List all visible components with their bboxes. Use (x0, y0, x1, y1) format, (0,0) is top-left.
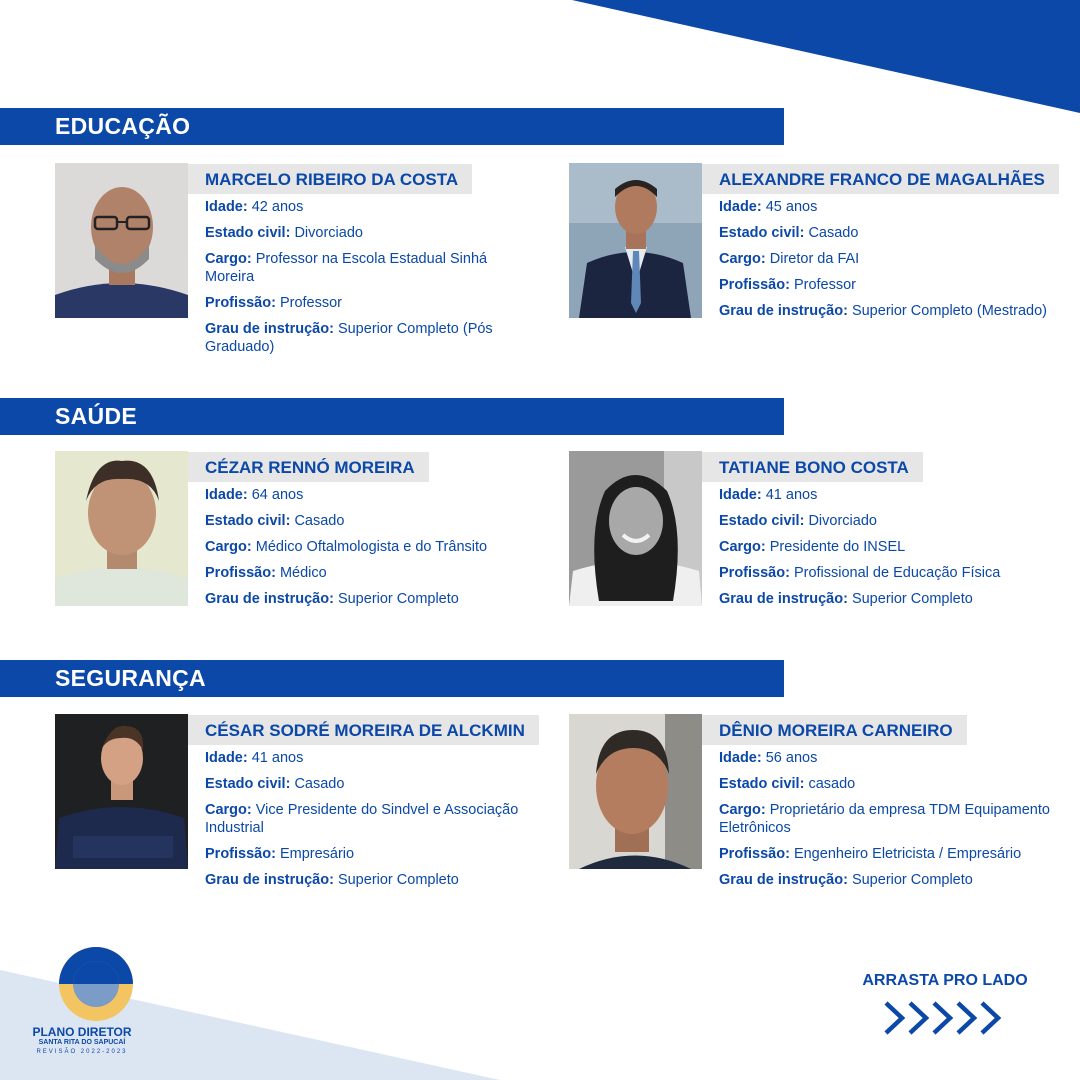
field-label: Grau de instrução: (205, 872, 334, 888)
person-info-denio (719, 749, 1059, 897)
field-label: Estado civil: (719, 513, 805, 529)
field-label: Estado civil: (205, 513, 291, 529)
photo-marcelo (55, 163, 188, 318)
field-label: Estado civil: (719, 225, 805, 241)
field-label: Profissão: (205, 295, 276, 311)
field-value: Professor na Escola Estadual Sinhá Moreira (205, 251, 488, 285)
field-value: Casado (290, 776, 345, 792)
field-value: Divorciado (804, 513, 877, 529)
person-info-cezar (205, 486, 545, 616)
section-header-educacao (0, 108, 784, 145)
field-label: Profissão: (719, 846, 790, 862)
field-label: Idade: (205, 487, 248, 503)
logo-subtitle: SANTA RITA DO SAPUCAÍ (38, 1039, 126, 1046)
field-value: 64 anos (247, 487, 304, 503)
person-name: DÊNIO MOREIRA CARNEIRO (702, 715, 967, 745)
photo-cezar (55, 451, 188, 606)
person-info-alexandre (719, 198, 1054, 328)
field-value: Engenheiro Eletricista / Empresário (789, 846, 1022, 862)
section-header-saude (0, 398, 784, 435)
field-label: Cargo: (205, 802, 252, 818)
field-label: Idade: (205, 199, 248, 215)
photo-cesar (55, 714, 188, 869)
field-value: 42 anos (247, 199, 304, 215)
section-title: SAÚDE (55, 403, 138, 429)
field-label: Grau de instrução: (205, 591, 334, 607)
field-label: Grau de instrução: (205, 321, 334, 337)
field-value: Superior Completo (Mestrado) (847, 303, 1047, 319)
person-name: TATIANE BONO COSTA (702, 452, 923, 482)
person-name: ALEXANDRE FRANCO DE MAGALHÃES (702, 164, 1059, 194)
field-value: Professor (275, 295, 343, 311)
field-value: Empresário (275, 846, 355, 862)
field-value: Médico Oftalmologista e do Trânsito (251, 539, 488, 555)
field-value: Superior Completo (333, 591, 459, 607)
logo-revision: REVISÃO 2022-2023 (36, 1049, 128, 1055)
field-label: Cargo: (719, 539, 766, 555)
field-label: Cargo: (719, 802, 766, 818)
photo-tatiane (569, 451, 702, 606)
chevrons-right-icon (880, 999, 1010, 1037)
field-value: Superior Completo (847, 872, 973, 888)
field-label: Grau de instrução: (719, 591, 848, 607)
field-label: Estado civil: (719, 776, 805, 792)
field-value: Diretor da FAI (765, 251, 860, 267)
field-label: Cargo: (205, 251, 252, 267)
photo-alexandre (569, 163, 702, 318)
field-label: Idade: (205, 750, 248, 766)
person-info-cesar (205, 749, 550, 897)
logo-title: PLANO DIRETOR (32, 1025, 132, 1039)
photo-denio (569, 714, 702, 869)
section-title: SEGURANÇA (55, 665, 206, 691)
field-value: 45 anos (761, 199, 818, 215)
field-value: Professor (789, 277, 857, 293)
plano-diretor-logo-icon (44, 946, 148, 1022)
section-title: EDUCAÇÃO (55, 113, 191, 139)
field-value: 41 anos (247, 750, 304, 766)
person-name: MARCELO RIBEIRO DA COSTA (188, 164, 472, 194)
field-value: Médico (275, 565, 327, 581)
person-info-marcelo (205, 198, 530, 364)
field-value: Superior Completo (847, 591, 973, 607)
field-label: Profissão: (205, 846, 276, 862)
field-label: Grau de instrução: (719, 303, 848, 319)
field-value: Profissional de Educação Física (789, 565, 1001, 581)
field-label: Grau de instrução: (719, 872, 848, 888)
swipe-label: ARRASTA PRO LADO (862, 972, 1028, 989)
field-label: Estado civil: (205, 225, 291, 241)
field-value: Casado (804, 225, 859, 241)
field-value: Divorciado (290, 225, 363, 241)
field-value: Superior Completo (333, 872, 459, 888)
field-value: Proprietário da empresa TDM Equipamento Eletrônicos (719, 802, 1050, 836)
field-label: Cargo: (719, 251, 766, 267)
section-header-seguranca (0, 660, 784, 697)
field-value: Presidente do INSEL (765, 539, 906, 555)
field-label: Idade: (719, 199, 762, 215)
field-value: Casado (290, 513, 345, 529)
field-label: Estado civil: (205, 776, 291, 792)
field-value: Superior Completo (Pós Graduado) (205, 321, 493, 355)
field-value: Vice Presidente do Sindvel e Associação Industrial (205, 802, 519, 836)
field-label: Profissão: (719, 277, 790, 293)
field-value: 41 anos (761, 487, 818, 503)
field-label: Profissão: (205, 565, 276, 581)
field-value: casado (804, 776, 856, 792)
field-label: Idade: (719, 487, 762, 503)
field-value: 56 anos (761, 750, 818, 766)
field-label: Cargo: (205, 539, 252, 555)
field-label: Idade: (719, 750, 762, 766)
person-name: CÉSAR SODRÉ MOREIRA DE ALCKMIN (188, 715, 539, 745)
top-right-decoration (0, 0, 1080, 120)
person-name: CÉZAR RENNÓ MOREIRA (188, 452, 429, 482)
person-info-tatiane (719, 486, 1054, 616)
field-label: Profissão: (719, 565, 790, 581)
